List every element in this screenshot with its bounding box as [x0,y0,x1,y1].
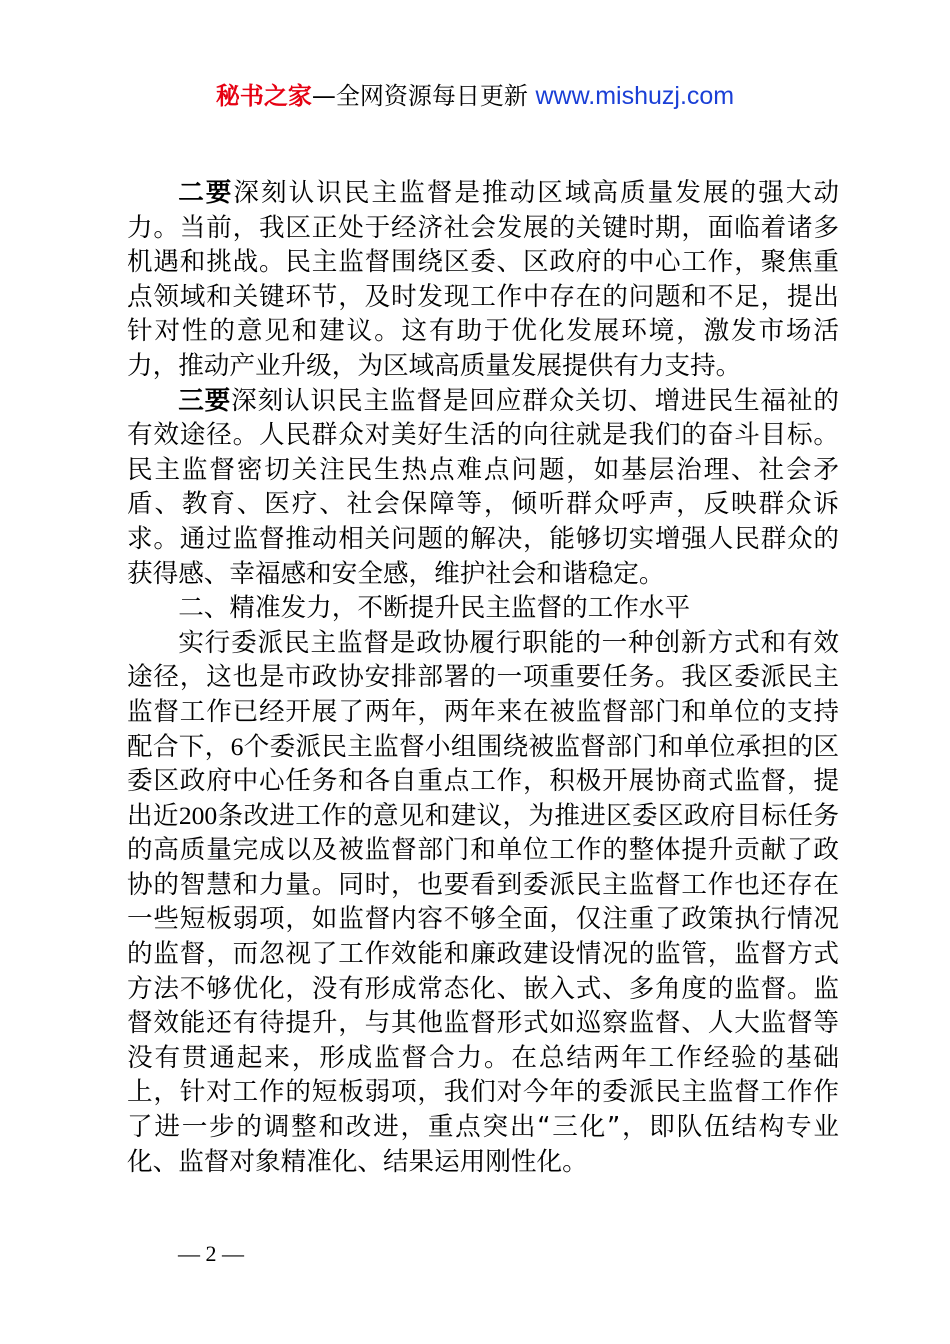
main-paragraph-part: 个委派民主监督小组围绕被监督部门和单位承担的区委区政府中心任务和各自重点工作，积极开展协商式监督，提出近 [127,731,839,831]
paragraph-text: 深刻认识民主监督是推动区域高质量发展的强大动力。当前，我区正处于经济社会发展的关键时期，面临着诸多机遇和挑战。民主监督围绕区委、区政府的中心工作，聚焦重点领域和关键环节，及时发现工作中存在的问题和不足，提出针对性的意见和建议。这有助于优化发展环境，激发市场活力，推动产业升级，为区域高质量发展提供有力支持。 [127,178,839,381]
site-slogan: —全网资源每日更新 [311,82,536,110]
document-body [127,176,839,1179]
paragraph-two [127,176,839,384]
site-header [0,80,950,112]
main-paragraph [127,626,839,1180]
paragraph-text: 深刻认识民主监督是回应群众关切、增进民生福祉的有效途径。人民群众对美好生活的向往就是我们的奋斗目标。民主监督密切关注民生热点难点问题，如基层治理、社会矛盾、教育、医疗、社会保障等，倾听群众呼声，反映群众诉求。通过监督推动相关问题的解决，能够切实增强人民群众的获得感、幸福感和安全感，维护社会和谐稳定。 [127,385,839,589]
paragraph-lead: 三要 [178,385,232,416]
site-url-link[interactable]: www.mishuzj.com [535,82,735,110]
group-count: 6 [230,731,244,761]
main-paragraph-part: 条改进工作的意见和建议，为推进区委区政府目标任务的高质量完成以及被监督部门和单位工作的整体提升贡献了政协的智慧和力量。同时，也要看到委派民主监督工作也还存在一些短板弱项，如监督内容不够全面，仅注重了政策执行情况的监督，而忽视了工作效能和廉政建设情况的监管，监督方式方法不够优化，没有形成常态化、嵌入式、多角度的监督。监督效能还有待提升，与其他监督形式如巡察监督、人大监督等没有贯通起来，形成监督合力。在总结两年工作经验的基础上，针对工作的短板弱项，我们对今年的委派民主监督工作作了进一步的调整和改进，重点突出“三化”，即队伍结构专业化、监督对象精准化、结果运用刚性化。 [127,800,839,1177]
paragraph-three [127,384,839,592]
site-brand: 秘书之家 [215,82,312,110]
section-heading: 二、精准发力，不断提升民主监督的工作水平 [178,593,691,624]
paragraph-lead: 二要 [178,178,234,208]
main-paragraph-part: 实行委派民主监督是政协履行职能的一种创新方式和有效途径，这也是市政协安排部署的一项重要任务。我区委派民主监督工作已经开展了两年，两年来在被监督部门和单位的支持配合下， [127,627,839,762]
page-number: — 2 — [178,1241,244,1266]
suggestion-count: 200 [178,800,218,830]
